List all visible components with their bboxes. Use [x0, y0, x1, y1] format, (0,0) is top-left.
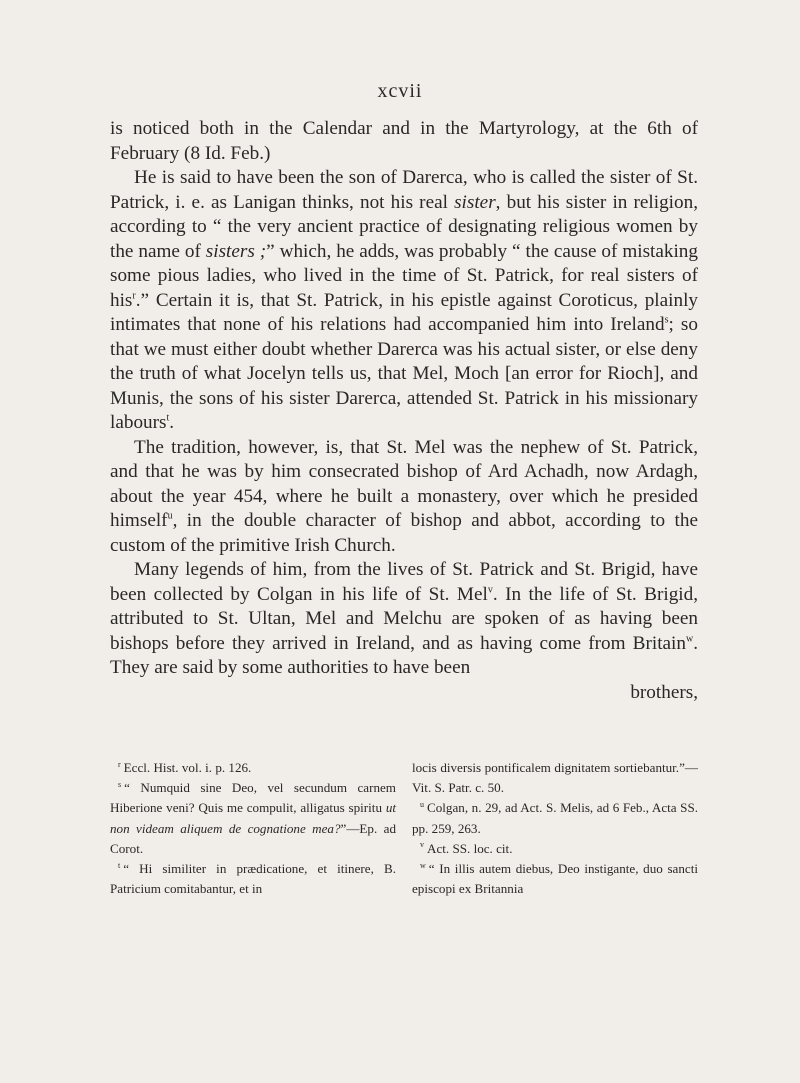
- footnote: [412, 798, 698, 838]
- footnotes-left-column: [110, 758, 396, 899]
- text-run: “ Numquid sine Deo, vel secundum carnem Hiberione veni? Quis me compulit, alligatus spiritu: [110, 780, 396, 816]
- text-run: Eccl. Hist. vol. i. p. 126.: [123, 760, 252, 775]
- footnote-marker: w: [420, 860, 426, 870]
- text-run: The tradition, however, is, that St. Mel was the nephew of St. Patrick, and that he was by him consecrated bishop of Ard Achadh, now Ardagh, about the year 454, where he built a monastery, over which he presided himself: [110, 436, 698, 531]
- text-run: “ Hi similiter in prædicatione, et itinere, B. Patricium comitabantur, et in: [110, 861, 396, 897]
- text-run: brothers,: [630, 681, 698, 703]
- page-number: xcvii: [377, 80, 423, 102]
- text-run: . In the life of St. Brigid, attributed to St. Ultan, Mel and Melchu are spoken of as having been bishops before they arrived in Ireland, and as having come from Britain: [110, 583, 699, 654]
- paragraph: [110, 558, 698, 681]
- footnote: [110, 758, 396, 778]
- footnotes: [110, 758, 698, 899]
- paragraph: [110, 436, 698, 559]
- italic-text-run: sister: [454, 191, 496, 213]
- footnote-marker: v: [420, 840, 424, 850]
- text-run: , in the double character of bishop and abbot, according to the custom of the primitive Irish Church.: [110, 510, 698, 556]
- footnote-marker: t: [118, 860, 121, 870]
- footnote-reference: r: [132, 290, 136, 302]
- footnote-reference: u: [167, 510, 173, 522]
- footnote: [412, 758, 698, 798]
- footnote-reference: w: [685, 633, 694, 645]
- text-run: He is said to have been the son of Darerca, who is called the sister of St. Patrick, i. e. as Lanigan thinks, not his real: [110, 167, 698, 213]
- footnote: [412, 859, 698, 899]
- footnote: [412, 839, 698, 859]
- italic-text-run: ut non videam aliquem de cognatione mea?: [110, 800, 396, 836]
- paragraph: [110, 117, 698, 166]
- footnote-marker: s: [118, 779, 122, 789]
- text-run: Colgan, n. 29, ad Act. S. Melis, ad 6 Feb., Acta SS. pp. 259, 263.: [412, 800, 698, 836]
- italic-text-run: sisters ;: [205, 240, 267, 262]
- text-run: ” which, he adds, was probably “ the cause of mistaking some pious ladies, who lived in the time of St. Patrick, for real sisters of his: [110, 240, 698, 311]
- text-run: .” Certain it is, that St. Patrick, in his epistle against Coroticus, plainly intimates that none of his relations had accompanied him into Ireland: [110, 289, 698, 335]
- footnote-reference: t: [166, 412, 170, 424]
- text-run: “ In illis autem diebus, Deo instigante, duo sancti episcopi ex Britannia: [412, 861, 698, 897]
- text-run: .: [169, 412, 175, 433]
- text-run: . They are said by some authorities to have been: [110, 632, 698, 678]
- main-text: [110, 117, 698, 705]
- text-run: Act. SS. loc. cit.: [427, 840, 513, 856]
- footnote-reference: v: [487, 584, 493, 596]
- paragraph: [110, 166, 698, 436]
- text-run: ; so that we must either doubt whether Darerca was his actual sister, or else deny the truth of what Jocelyn tells us, that Mel, Moch [an error for Rioch], and Munis, the sons of his sister Darerca, attended St. Patrick in his missionary labours: [110, 314, 698, 433]
- footnote: [110, 778, 396, 859]
- footnote-reference: s: [664, 314, 669, 326]
- footnote: [110, 859, 396, 899]
- text-run: is noticed both in the Calendar and in the Martyrology, at the 6th of February (8 Id. Feb.): [110, 118, 698, 164]
- text-run: locis diversis pontificalem dignitatem sortiebantur.”—Vit. S. Patr. c. 50.: [412, 760, 698, 796]
- catchword: [110, 681, 698, 706]
- footnote-marker: r: [118, 759, 121, 769]
- footnote-marker: u: [420, 800, 424, 810]
- text-run: ”—Ep. ad Corot.: [110, 820, 396, 856]
- footnotes-right-column: [412, 758, 698, 899]
- text-run: Many legends of him, from the lives of St. Patrick and St. Brigid, have been collected by Colgan in his life of St. Mel: [110, 559, 698, 605]
- text-run: , but his sister in religion, according to “ the very ancient practice of designating religious women by the name of: [110, 191, 698, 262]
